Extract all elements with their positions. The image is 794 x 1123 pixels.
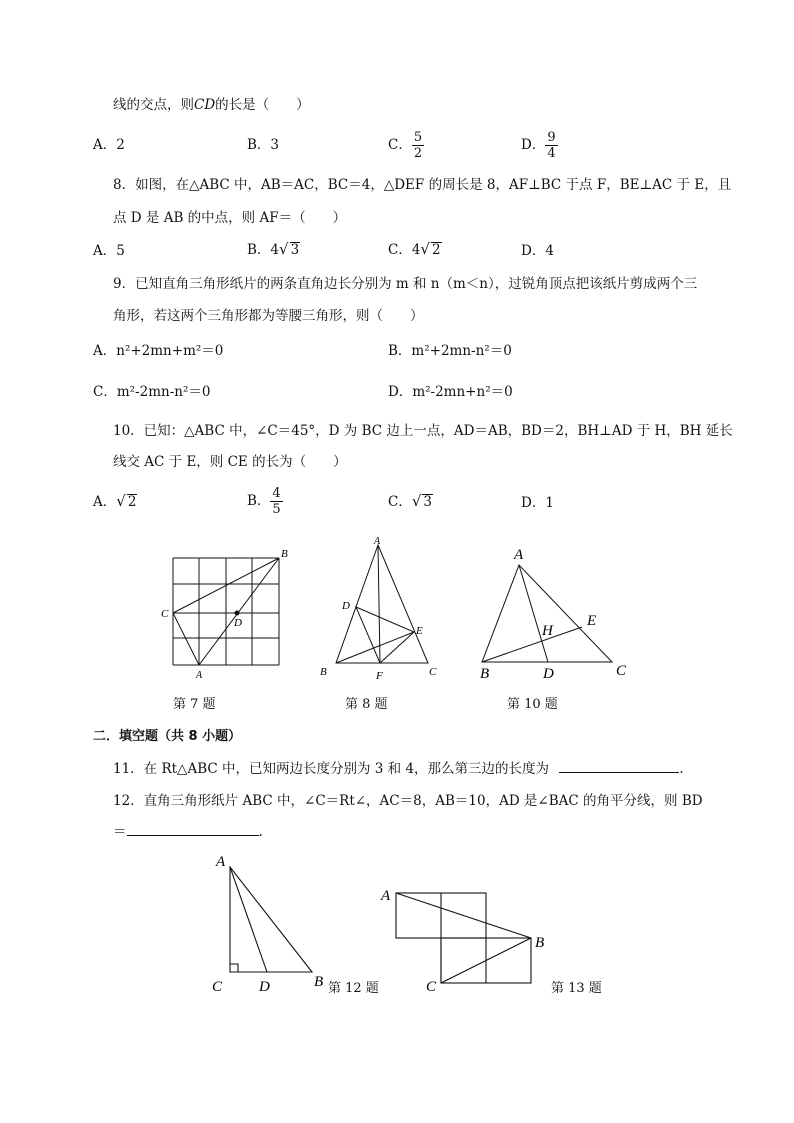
- fig7-label-b: B: [281, 548, 288, 560]
- q10-option-b: B． $\frac{4}{5}$: [247, 486, 281, 517]
- fig13-label-c: C: [426, 979, 437, 995]
- q9-option-b: B．m²+2mn-n²＝0: [388, 343, 512, 359]
- q7-option-a: A．2: [93, 137, 125, 153]
- radical-sign: √: [279, 240, 289, 258]
- q8-option-b: B．4√ 3: [247, 240, 300, 258]
- fig12-caption: 第 12 题: [328, 981, 379, 996]
- q8-option-d: D．4: [521, 243, 554, 259]
- fraction: $\frac{4}{5}$: [272, 486, 281, 517]
- fig7-label-c: C: [161, 608, 169, 620]
- q8-option-a: A．5: [93, 243, 125, 259]
- q9-option-d: D．m²-2mn+n²＝0: [388, 384, 513, 400]
- fig10-label-e: E: [587, 613, 597, 629]
- fig8-label-e: E: [416, 625, 423, 637]
- q8-option-c: C．4√ 2: [388, 240, 441, 258]
- q12-answer-blank[interactable]: [127, 823, 259, 836]
- fig13-segment-ab: [396, 893, 531, 938]
- fig12-label-c: C: [212, 979, 223, 995]
- fig7-segment-ca: [173, 613, 199, 665]
- fig7-diagram: [173, 558, 279, 665]
- fig10-segment-be: [482, 627, 582, 662]
- q12-stem-line1: 12．直角三角形纸片 ABC 中，∠C＝Rt∠，AC＝8，AB＝10，AD 是∠BAC 的角平分线，则 BD: [113, 793, 703, 809]
- q7-option-d: D． $\frac{9}{4}$: [521, 130, 556, 161]
- fig8-label-c: C: [429, 666, 437, 678]
- fig12-label-a: A: [216, 854, 226, 870]
- fig12-diagram: [230, 867, 312, 972]
- q8-stem-line2: 点 D 是 AB 的中点，则 AF＝（ ）: [113, 210, 347, 226]
- fraction: $\frac{5}{2}$: [413, 130, 423, 161]
- q7-stem-tail: 线的交点，则CD的长是（ ）: [113, 97, 310, 113]
- fig7-caption: 第 7 题: [173, 697, 216, 712]
- fig12-label-d: D: [259, 979, 270, 995]
- fig13-caption: 第 13 题: [551, 981, 602, 996]
- q10-option-c: C．√ 3: [388, 492, 432, 510]
- q12-stem-line2: ＝ .: [113, 824, 263, 840]
- radical-sign: √: [116, 492, 126, 510]
- fig12-triangle-abc: [230, 867, 312, 972]
- q11-stem: 11．在 Rt△ABC 中，已知两边长度分别为 3 和 4，那么第三边的长度为 .: [113, 761, 684, 777]
- fig13-grid: [396, 893, 531, 983]
- fig13-label-a: A: [381, 888, 391, 904]
- q9-option-a: A．n²+2mn+m²＝0: [93, 343, 224, 359]
- fig8-label-f: F: [376, 670, 383, 682]
- fig10-label-h: H: [542, 623, 553, 639]
- q7-option-b: B．3: [247, 137, 280, 153]
- fig12-label-b: B: [314, 974, 324, 990]
- fig10-label-b: B: [480, 666, 490, 682]
- q8-stem-line1: 8．如图，在△ABC 中，AB＝AC，BC＝4，△DEF 的周长是 8，AF⊥BC 于点 F，BE⊥AC 于 E，且: [113, 177, 732, 193]
- fig7-point-d: [235, 611, 239, 615]
- fig12-right-angle-mark: [230, 964, 238, 972]
- q9-option-c: C．m²-2mn-n²＝0: [93, 384, 211, 400]
- q10-stem-line2: 线交 AC 于 E，则 CE 的长为（ ）: [113, 454, 347, 470]
- radical-sign: √: [420, 240, 430, 258]
- fig7-label-a: A: [196, 670, 203, 681]
- fig8-label-d: D: [342, 600, 350, 612]
- fig10-label-c: C: [616, 663, 627, 679]
- q10-option-d: D．1: [521, 495, 554, 511]
- fig10-label-a: A: [514, 547, 524, 563]
- fig8-label-b: B: [320, 666, 327, 678]
- fig13-label-b: B: [535, 935, 545, 951]
- fig8-caption: 第 8 题: [345, 697, 388, 712]
- q9-stem-line1: 9．已知直角三角形纸片的两条直角边长分别为 m 和 n（m＜n），过锐角顶点把该纸片剪成两个三: [113, 276, 698, 292]
- fig12-segment-ad: [230, 867, 267, 972]
- q7-option-c: C． $\frac{5}{2}$: [388, 130, 423, 161]
- fig10-caption: 第 10 题: [507, 697, 558, 712]
- figures-row-7-8-10: [150, 535, 650, 695]
- section-title-fill-in: 二．填空题（共 8 小题）: [93, 729, 242, 744]
- fraction: $\frac{9}{4}$: [547, 130, 556, 161]
- q10-stem-line1: 10．已知：△ABC 中，∠C＝45°，D 为 BC 边上一点，AD＝AB，BD＝2，BH⊥AD 于 H，BH 延长: [113, 423, 733, 439]
- q11-answer-blank[interactable]: [559, 760, 679, 773]
- fig7-label-d: D: [234, 617, 242, 629]
- radical-sign: √: [411, 492, 422, 510]
- q9-stem-line2: 角形，若这两个三角形都为等腰三角形，则（ ）: [113, 308, 424, 324]
- fig13-diagram: [396, 893, 531, 983]
- fig8-label-a: A: [374, 536, 381, 547]
- fig7-grid: [173, 558, 279, 665]
- fig8-segment-be: [336, 632, 414, 663]
- q10-option-a: A．√ 2: [93, 492, 137, 510]
- fig10-label-d: D: [543, 666, 554, 682]
